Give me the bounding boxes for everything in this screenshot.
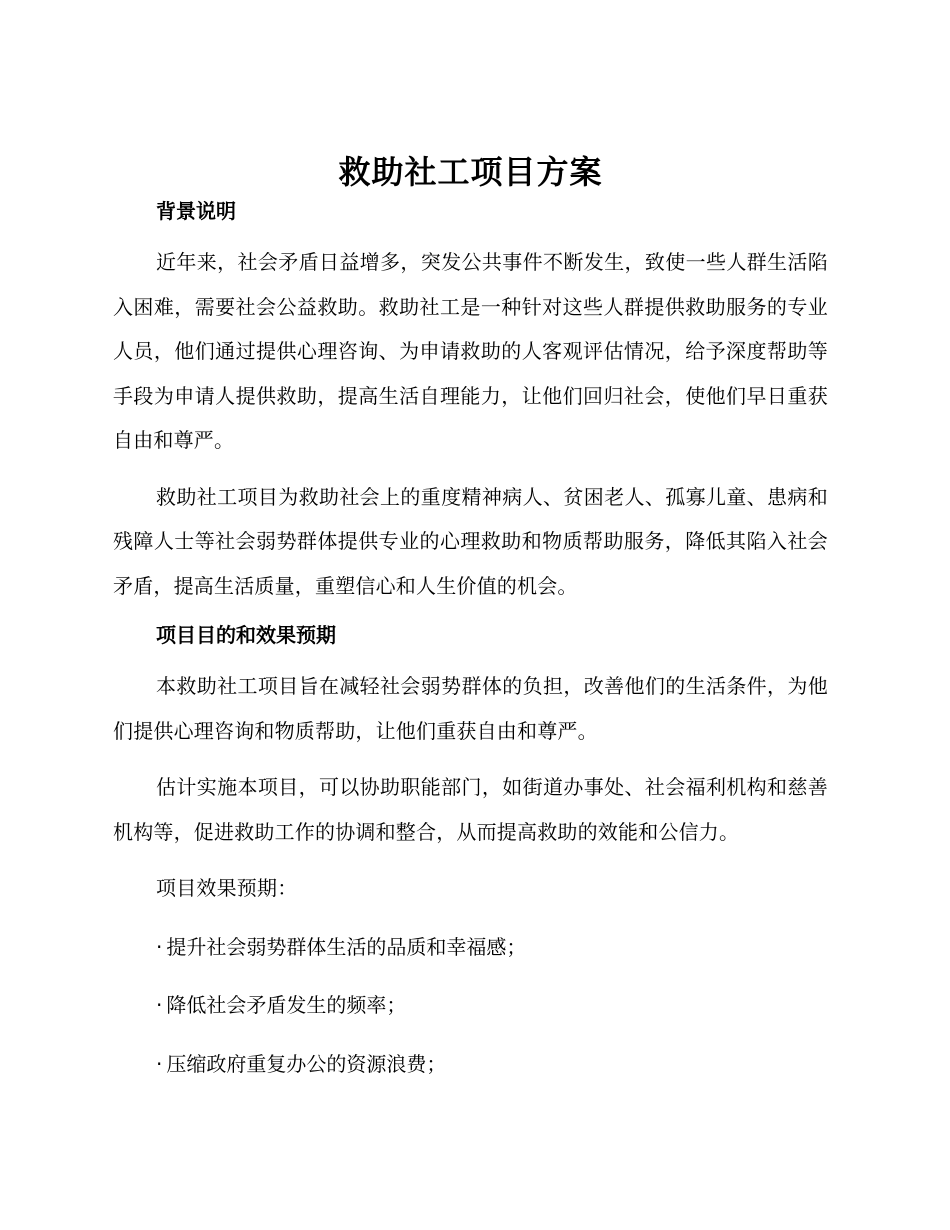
paragraph: 近年来，社会矛盾日益增多，突发公共事件不断发生，致使一些人群生活陷入困难，需要社会公益救助。救助社工是一种针对这些人群提供救助服务的专业人员，他们通过提供心理咨询、为申请救助的人客观评估情况，给予深度帮助等手段为申请人提供救助，提高生活自理能力，让他们回归社会，使他们早日重获自由和尊严。 — [113, 250, 828, 452]
paragraph: 估计实施本项目，可以协助职能部门，如街道办事处、社会福利机构和慈善机构等，促进救助工作的协调和整合，从而提高救助的效能和公信力。 — [113, 775, 828, 844]
list-item-text: 提升社会弱势群体生活的品质和幸福感； — [166, 934, 527, 959]
bullet-dot-icon: · — [156, 993, 163, 1017]
list-item — [113, 1042, 828, 1087]
section-goals — [113, 620, 828, 1086]
section-heading: 项目目的和效果预期 — [156, 623, 336, 647]
document-title: 救助社工项目方案 — [338, 153, 603, 191]
paragraph: 救助社工项目为救助社会上的重度精神病人、贫困老人、孤寡儿童、患病和残障人士等社会弱势群体提供专业的心理救助和物质帮助服务，降低其陷入社会矛盾，提高生活质量，重塑信心和人生价值的机会。 — [113, 484, 828, 598]
section-heading: 背景说明 — [156, 199, 236, 223]
list-item — [113, 925, 828, 970]
section-background — [113, 196, 828, 608]
list-item — [113, 983, 828, 1028]
list-intro: 项目效果预期： — [156, 876, 298, 900]
paragraph: 本救助社工项目旨在减轻社会弱势群体的负担，改善他们的生活条件，为他们提供心理咨询和物质帮助，让他们重获自由和尊严。 — [113, 674, 828, 743]
bullet-dot-icon: · — [156, 1051, 163, 1076]
list-item-text: 降低社会矛盾发生的频率； — [166, 993, 407, 1017]
list-item-text: 压缩政府重复办公的资源浪费； — [166, 1051, 447, 1076]
bullet-dot-icon: · — [156, 934, 163, 959]
